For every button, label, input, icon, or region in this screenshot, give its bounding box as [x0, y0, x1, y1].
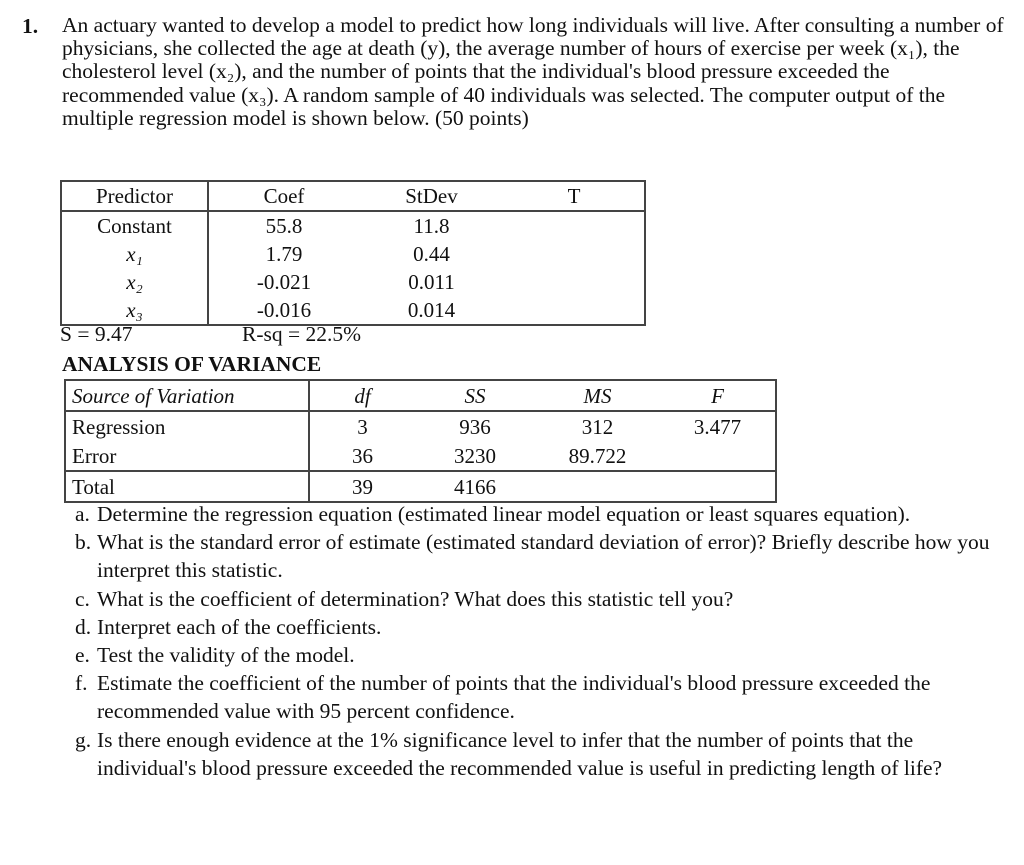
model-stats: [60, 322, 361, 347]
question-list: [62, 500, 1012, 782]
cell: 0.014: [407, 298, 456, 322]
question-text: Is there enough evidence at the 1% significance level to infer that the number of points that the individual's blood pressure exceeded the recommended value is useful in predicting length of life?: [97, 727, 943, 780]
header-cell: df: [309, 380, 415, 411]
question-label: a.: [75, 502, 90, 526]
question-item: [62, 585, 1012, 613]
anova-table: [64, 379, 777, 503]
cell: [504, 268, 645, 296]
header-cell: F: [660, 380, 776, 411]
cell: Error: [65, 441, 309, 471]
cell: 3230: [454, 443, 496, 468]
question-item: [62, 528, 1012, 584]
cell: 55.8: [265, 214, 303, 238]
regression-table: [60, 180, 646, 326]
question-text: Determine the regression equation (estimated linear model equation or least squares equation).: [97, 502, 911, 526]
cell: 11.8: [413, 214, 450, 238]
cell: 1.79: [265, 242, 303, 266]
problem-intro: An actuary wanted to develop a model to predict how long individuals will live. After consulting a number of physicians, she collected the age at death (y), the average number of hours of exercise per week (x₁), the cholesterol level (x₂), and the number of points that the individual's blood pressure exceeded the recommended value (x₃). A random sample of 40 individuals was selected. The computer output of the multiple regression model is shown below. (50 points): [62, 13, 1004, 130]
table-row: [65, 471, 776, 502]
header-cell: Predictor: [61, 181, 208, 211]
table-header-row: [65, 380, 776, 411]
question-label: d.: [75, 614, 92, 639]
question-item: [62, 669, 1012, 725]
header-cell: T: [504, 181, 645, 211]
question-text: What is the coefficient of determination? What does this statistic tell you?: [97, 586, 734, 611]
question-item: [62, 641, 1012, 669]
cell: [535, 471, 660, 502]
question-item: [62, 726, 1012, 782]
cell: Regression: [65, 411, 309, 441]
question-label: b.: [75, 530, 92, 555]
cell: x₁: [61, 240, 208, 268]
cell: 3: [357, 414, 368, 439]
cell: x₂: [61, 268, 208, 296]
table-row: [61, 268, 645, 296]
cell: -0.021: [256, 270, 312, 294]
question-item: [62, 613, 1012, 641]
header-cell: Coef: [208, 181, 359, 211]
cell: Total: [65, 471, 309, 502]
header-cell: MS: [535, 380, 660, 411]
s-stat: S = 9.47: [60, 322, 133, 346]
question-label: f.: [75, 671, 88, 696]
cell: [504, 296, 645, 325]
table-row: [61, 240, 645, 268]
cell: 3.477: [693, 414, 742, 439]
cell: 89.722: [568, 443, 627, 468]
cell: 39: [309, 471, 415, 502]
table-row: [61, 211, 645, 240]
question-text: What is the standard error of estimate (estimated standard deviation of error)? Briefly describe how you interpret this statistic.: [97, 530, 990, 583]
anova-title: ANALYSIS OF VARIANCE: [62, 352, 322, 376]
cell: [660, 471, 776, 502]
table-header-row: [61, 181, 645, 211]
table-row: [65, 441, 776, 471]
question-label: e.: [75, 643, 90, 668]
header-cell: StDev: [359, 181, 504, 211]
question-text: Estimate the coefficient of the number of points that the individual's blood pressure exceeded the recommended value with 95 percent confidence.: [97, 671, 931, 724]
cell: Constant: [61, 211, 208, 240]
cell: -0.016: [256, 298, 312, 322]
cell: 0.011: [408, 270, 455, 294]
question-item: [62, 500, 1012, 528]
cell: [660, 441, 776, 471]
question-text: Test the validity of the model.: [97, 643, 355, 668]
table-row: [61, 296, 645, 325]
question-text: Interpret each of the coefficients.: [97, 614, 382, 639]
header-cell: Source of Variation: [65, 380, 309, 411]
cell: 936: [459, 414, 491, 439]
table-row: [65, 411, 776, 441]
problem-number: 1.: [22, 14, 39, 38]
question-label: c.: [75, 586, 90, 611]
cell: [504, 240, 645, 268]
question-label: g.: [75, 727, 92, 752]
cell: 36: [352, 443, 373, 468]
cell: x₃: [61, 296, 208, 325]
header-cell: SS: [415, 380, 535, 411]
cell: 4166: [415, 471, 535, 502]
cell: 312: [581, 414, 614, 439]
rsq-stat: R-sq = 22.5%: [242, 322, 362, 346]
cell: [504, 211, 645, 240]
cell: 0.44: [413, 242, 450, 266]
